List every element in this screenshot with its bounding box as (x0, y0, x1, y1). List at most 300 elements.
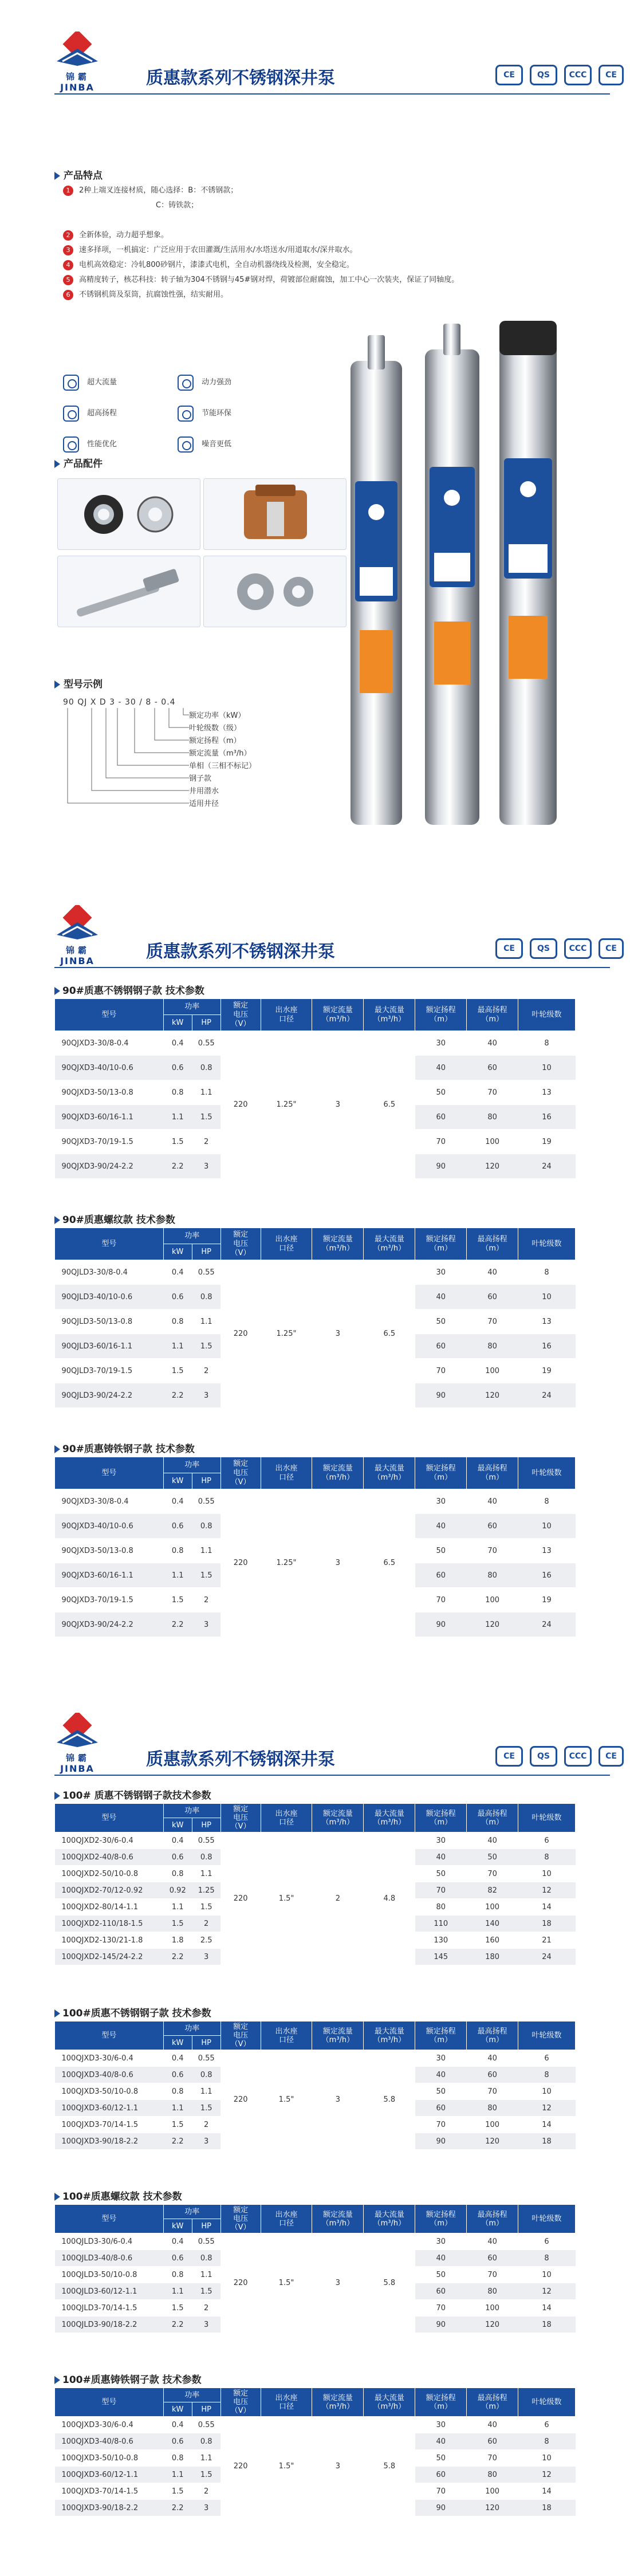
col-voltage: 额定 电压 （V） (220, 1457, 261, 1489)
cell-model: 100QJXD3-50/10-0.8 (55, 2450, 164, 2467)
col-max-flow: 最大流量 （m³/h） (364, 2205, 415, 2233)
cell-rated-head: 50 (415, 2267, 467, 2283)
cell-model: 90QJLD3-50/13-0.8 (55, 1309, 164, 1334)
col-rated-flow: 额定流量 （m³/h） (312, 2205, 364, 2233)
col-rated-flow: 额定流量 （m³/h） (312, 1457, 364, 1489)
cell-rated-head: 90 (415, 2133, 467, 2150)
cell-stages: 10 (518, 2450, 576, 2467)
cell-kw: 1.5 (163, 1916, 192, 1932)
cell-max-head: 60 (467, 1056, 518, 1080)
cell-max-head: 120 (467, 1613, 518, 1637)
cell-rated-head: 60 (415, 2467, 467, 2483)
performance-icon (63, 436, 79, 453)
cell-model: 100QJXD3-90/18-2.2 (55, 2133, 164, 2150)
cell-stages: 8 (518, 1489, 576, 1514)
col-max-head: 最高扬程 （m） (467, 2022, 518, 2050)
col-max-flow: 最大流量 （m³/h） (364, 1457, 415, 1489)
cell-hp: 0.55 (192, 1832, 220, 1849)
cell-max-head: 100 (467, 1588, 518, 1613)
cell-stages: 14 (518, 1899, 576, 1916)
cell-rated-head: 40 (415, 2250, 467, 2267)
icon-item-power: 动力强劲 (178, 372, 269, 393)
cell-rated-head: 30 (415, 1489, 467, 1514)
spec-section-90 (0, 871, 630, 1678)
cell-max-head: 80 (467, 2467, 518, 2483)
model-example-heading: 型号示例 (54, 676, 103, 690)
cell-kw: 0.6 (163, 2433, 192, 2450)
col-hp: HP (192, 1015, 220, 1031)
table-heading: 100#质惠铸铁钢子款 技术参数 (54, 2372, 202, 2386)
cell-rated-flow: 3 (312, 1031, 364, 1179)
bearing-icon (204, 556, 346, 627)
cell-kw: 0.4 (163, 1489, 192, 1514)
cell-max-flow: 5.8 (364, 2050, 415, 2150)
col-max-flow: 最大流量 （m³/h） (364, 2388, 415, 2417)
cert-ccc-badge: CCC (564, 65, 592, 85)
cell-stages: 12 (518, 2467, 576, 2483)
cell-stages: 14 (518, 2483, 576, 2500)
cell-hp: 0.8 (192, 2433, 220, 2450)
col-power: 功率 (163, 1228, 220, 1244)
cell-kw: 1.5 (163, 2300, 192, 2317)
spec-table (54, 2021, 576, 2150)
cell-hp: 0.55 (192, 1260, 220, 1285)
model-desc-3: 额定扬程（m） (189, 737, 241, 745)
col-stages: 叶轮级数 (518, 999, 576, 1031)
cell-kw: 2.2 (163, 2133, 192, 2150)
icon-item-performance: 性能优化 (63, 434, 155, 455)
cell-rated-head: 145 (415, 1949, 467, 1965)
cell-voltage: 220 (220, 1031, 261, 1179)
cell-model: 90QJXD3-70/19-1.5 (55, 1588, 164, 1613)
cell-stages: 12 (518, 1882, 576, 1899)
cell-rated-head: 40 (415, 1056, 467, 1080)
accessory-seal-image (57, 478, 200, 550)
col-max-head: 最高扬程 （m） (467, 2388, 518, 2417)
col-model: 型号 (55, 1457, 164, 1489)
col-model: 型号 (55, 999, 164, 1031)
col-max-flow: 最大流量 （m³/h） (364, 999, 415, 1031)
cell-hp: 1.25 (192, 1882, 220, 1899)
col-rated-flow: 额定流量 （m³/h） (312, 2022, 364, 2050)
table-row (55, 1260, 576, 1285)
cell-kw: 2.2 (163, 1154, 192, 1179)
cell-model: 100QJXD3-40/8-0.6 (55, 2067, 164, 2083)
page-title: 质惠款系列不锈钢深井泵 (146, 1749, 335, 1769)
cell-stages: 24 (518, 1154, 576, 1179)
cell-hp: 1.5 (192, 1899, 220, 1916)
table-row (55, 1832, 576, 1849)
accessories-heading: 产品配件 (54, 455, 103, 470)
cell-rated-head: 60 (415, 1105, 467, 1130)
cell-kw: 1.1 (163, 2467, 192, 2483)
cell-hp: 0.55 (192, 1031, 220, 1056)
col-outlet: 出水座 口径 (261, 2388, 312, 2417)
cell-hp: 1.5 (192, 1563, 220, 1588)
cell-stages: 8 (518, 2067, 576, 2083)
cell-stages: 14 (518, 2300, 576, 2317)
spec-table (54, 2204, 576, 2333)
cell-rated-head: 130 (415, 1932, 467, 1949)
cell-max-head: 40 (467, 1031, 518, 1056)
cell-model: 90QJXD3-60/16-1.1 (55, 1563, 164, 1588)
cell-hp: 3 (192, 2500, 220, 2516)
cell-rated-head: 30 (415, 1832, 467, 1849)
model-desc-2: 叶轮级数（级） (189, 724, 242, 733)
col-rated-head: 额定扬程 （m） (415, 1457, 467, 1489)
cell-model: 100QJLD3-30/6-0.4 (55, 2233, 164, 2250)
col-voltage: 额定 电压 （V） (220, 2022, 261, 2050)
cert-ce-badge: CE (495, 1746, 523, 1767)
cell-stages: 18 (518, 1916, 576, 1932)
cell-stages: 6 (518, 2233, 576, 2250)
cell-max-head: 70 (467, 1539, 518, 1563)
cell-outlet: 1.5" (261, 1832, 312, 1965)
table-row (55, 1031, 576, 1056)
table-row (55, 2233, 576, 2250)
model-desc-6: 钢子款 (189, 774, 212, 783)
triangle-icon (54, 1792, 60, 1800)
cell-hp: 0.55 (192, 1489, 220, 1514)
cell-model: 100QJLD3-70/14-1.5 (55, 2300, 164, 2317)
cert-ce-badge: CE (495, 938, 523, 959)
cell-outlet: 1.25" (261, 1260, 312, 1408)
cell-kw: 0.6 (163, 2250, 192, 2267)
cell-model: 90QJXD3-70/19-1.5 (55, 1130, 164, 1154)
col-hp: HP (192, 2036, 220, 2050)
brand-name-cn: 锦霸 (65, 1753, 90, 1763)
cell-max-head: 70 (467, 2267, 518, 2283)
feature-item-2: 2 全新体验，动力超乎想象。 (63, 228, 459, 243)
feature-item-1: 1 2种上端叉连接材质，随心选择：B：不锈钢款； (63, 183, 459, 198)
cell-hp: 2.5 (192, 1932, 220, 1949)
cert-qs-badge: QS (530, 1746, 557, 1767)
cell-model: 100QJXD2-70/12-0.92 (55, 1882, 164, 1899)
col-max-flow: 最大流量 （m³/h） (364, 2022, 415, 2050)
cell-rated-flow: 3 (312, 1489, 364, 1637)
cell-rated-head: 50 (415, 2083, 467, 2100)
icon-item-eco: 节能环保 (178, 403, 269, 424)
cell-rated-head: 50 (415, 1080, 467, 1105)
col-rated-flow: 额定流量 （m³/h） (312, 999, 364, 1031)
cell-max-head: 80 (467, 2100, 518, 2117)
cell-stages: 8 (518, 1031, 576, 1056)
cell-model: 90QJXD3-40/10-0.6 (55, 1056, 164, 1080)
page-header (54, 905, 617, 968)
cert-qs-badge: QS (530, 65, 557, 85)
cell-model: 100QJXD3-30/6-0.4 (55, 2050, 164, 2067)
spec-table (54, 1803, 576, 1965)
cell-hp: 1.1 (192, 2267, 220, 2283)
cell-max-flow: 6.5 (364, 1489, 415, 1637)
table-heading: 100# 质惠不锈钢钢子款技术参数 (54, 1787, 211, 1802)
page-title: 质惠款系列不锈钢深井泵 (146, 942, 335, 962)
icon-item-head: 超高扬程 (63, 403, 155, 424)
cell-hp: 3 (192, 2133, 220, 2150)
cell-kw: 1.8 (163, 1932, 192, 1949)
cell-kw: 0.92 (163, 1882, 192, 1899)
col-outlet: 出水座 口径 (261, 2022, 312, 2050)
cell-rated-head: 90 (415, 1613, 467, 1637)
cell-hp: 1.5 (192, 1334, 220, 1359)
spec-table (54, 2388, 576, 2516)
col-stages: 叶轮级数 (518, 2205, 576, 2233)
triangle-icon (54, 987, 60, 995)
eco-icon (178, 406, 194, 422)
cell-stages: 13 (518, 1309, 576, 1334)
cell-max-head: 80 (467, 1105, 518, 1130)
cell-kw: 2.2 (163, 2317, 192, 2333)
cell-model: 100QJXD3-70/14-1.5 (55, 2117, 164, 2133)
cell-stages: 10 (518, 2083, 576, 2100)
cell-model: 100QJLD3-60/12-1.1 (55, 2283, 164, 2300)
cell-stages: 24 (518, 1949, 576, 1965)
cell-max-head: 180 (467, 1949, 518, 1965)
cell-kw: 0.8 (163, 1309, 192, 1334)
cell-max-head: 70 (467, 1080, 518, 1105)
col-power: 功率 (163, 1804, 220, 1818)
cell-max-head: 60 (467, 2067, 518, 2083)
brand-name-en: JINBA (60, 955, 94, 966)
cell-max-head: 100 (467, 1359, 518, 1383)
header-divider (54, 967, 610, 968)
cell-rated-flow: 2 (312, 1832, 364, 1965)
cert-qs-badge: QS (530, 938, 557, 959)
model-desc-7: 井用潜水 (189, 787, 219, 796)
cell-max-head: 80 (467, 1563, 518, 1588)
col-stages: 叶轮级数 (518, 2388, 576, 2417)
header-divider (54, 1775, 610, 1776)
col-kw: kW (163, 1473, 192, 1489)
model-desc-1: 额定功率（kW） (189, 711, 246, 720)
cell-rated-head: 50 (415, 1866, 467, 1882)
spec-table (54, 1457, 576, 1637)
cell-model: 90QJXD3-50/13-0.8 (55, 1080, 164, 1105)
cell-rated-head: 80 (415, 1899, 467, 1916)
col-rated-flow: 额定流量 （m³/h） (312, 1228, 364, 1260)
accessory-shaft-image (57, 556, 200, 627)
cell-model: 90QJXD3-40/10-0.6 (55, 1514, 164, 1539)
cell-max-head: 120 (467, 2133, 518, 2150)
cell-stages: 10 (518, 1866, 576, 1882)
brand-name-cn: 锦霸 (65, 945, 90, 955)
cell-max-head: 60 (467, 1514, 518, 1539)
feature-item-4: 4 电机高效稳定：冷轧800砂钢片，漆漆式电机，全自动机器绕线及检测，安全稳定。 (63, 258, 459, 273)
cert-ce2-badge: CE (598, 65, 624, 85)
cell-stages: 19 (518, 1588, 576, 1613)
cell-stages: 18 (518, 2500, 576, 2516)
cell-model: 100QJXD3-60/12-1.1 (55, 2467, 164, 2483)
cell-max-head: 140 (467, 1916, 518, 1932)
feature-list (63, 183, 459, 302)
spec-section-100 (0, 1678, 630, 2576)
model-desc-8: 适用井径 (189, 800, 219, 808)
cell-stages: 21 (518, 1932, 576, 1949)
col-stages: 叶轮级数 (518, 1804, 576, 1832)
product-intro-section (0, 0, 630, 859)
cell-max-head: 60 (467, 1285, 518, 1309)
col-outlet: 出水座 口径 (261, 999, 312, 1031)
cell-model: 90QJXD3-90/24-2.2 (55, 1613, 164, 1637)
rotor-shaft-icon (58, 556, 200, 627)
cell-hp: 3 (192, 2317, 220, 2333)
triangle-icon (54, 2009, 60, 2017)
cell-model: 100QJXD2-130/21-1.8 (55, 1932, 164, 1949)
cell-kw: 0.8 (163, 2083, 192, 2100)
cell-hp: 1.5 (192, 1105, 220, 1130)
cell-kw: 0.8 (163, 2267, 192, 2283)
brand-logo (54, 1713, 100, 1776)
cert-ccc-badge: CCC (564, 938, 592, 959)
cell-max-head: 100 (467, 1899, 518, 1916)
cell-rated-head: 30 (415, 1031, 467, 1056)
cell-kw: 1.1 (163, 1105, 192, 1130)
cell-max-head: 40 (467, 2233, 518, 2250)
cell-hp: 1.1 (192, 1866, 220, 1882)
col-model: 型号 (55, 1804, 164, 1832)
cell-kw: 0.4 (163, 1260, 192, 1285)
cell-model: 90QJXD3-30/8-0.4 (55, 1031, 164, 1056)
col-hp: HP (192, 2219, 220, 2233)
cell-max-head: 120 (467, 1383, 518, 1408)
col-max-head: 最高扬程 （m） (467, 1457, 518, 1489)
cell-kw: 1.5 (163, 1359, 192, 1383)
cell-rated-head: 50 (415, 1309, 467, 1334)
cell-stages: 18 (518, 2317, 576, 2333)
cell-stages: 16 (518, 1105, 576, 1130)
cell-max-head: 70 (467, 1309, 518, 1334)
cell-rated-head: 40 (415, 1514, 467, 1539)
cell-max-head: 100 (467, 2300, 518, 2317)
model-code: 90 QJ X D 3 - 30 / 8 - 0.4 (63, 698, 176, 707)
logo-icon (54, 1713, 100, 1751)
cell-voltage: 220 (220, 2233, 261, 2333)
cell-voltage: 220 (220, 1260, 261, 1408)
flow-icon (63, 375, 79, 391)
col-model: 型号 (55, 2388, 164, 2417)
cell-stages: 16 (518, 1334, 576, 1359)
cell-outlet: 1.5" (261, 2417, 312, 2516)
spec-table (54, 1228, 576, 1408)
triangle-icon (54, 2376, 60, 2384)
col-voltage: 额定 电压 （V） (220, 2205, 261, 2233)
table-heading: 90#质惠不锈钢钢子款 技术参数 (54, 982, 204, 997)
cell-max-head: 120 (467, 1154, 518, 1179)
cell-max-head: 50 (467, 1849, 518, 1866)
cell-outlet: 1.25" (261, 1489, 312, 1637)
icon-item-noise: 噪音更低 (178, 434, 269, 455)
model-code-lines (63, 708, 195, 828)
col-power: 功率 (163, 2205, 220, 2219)
col-max-head: 最高扬程 （m） (467, 1228, 518, 1260)
cell-model: 100QJXD3-60/12-1.1 (55, 2100, 164, 2117)
cell-rated-head: 70 (415, 1130, 467, 1154)
cell-kw: 0.6 (163, 1285, 192, 1309)
cell-stages: 18 (518, 2133, 576, 2150)
cell-kw: 2.2 (163, 1613, 192, 1637)
cell-model: 100QJXD3-30/6-0.4 (55, 2417, 164, 2433)
cell-stages: 6 (518, 2050, 576, 2067)
cell-model: 100QJXD3-40/8-0.6 (55, 2433, 164, 2450)
cell-model: 100QJXD2-145/24-2.2 (55, 1949, 164, 1965)
col-kw: kW (163, 1818, 192, 1832)
triangle-icon (54, 1445, 60, 1453)
cell-hp: 1.5 (192, 2467, 220, 2483)
cell-hp: 3 (192, 1613, 220, 1637)
cell-kw: 1.1 (163, 1563, 192, 1588)
col-model: 型号 (55, 1228, 164, 1260)
cell-max-head: 82 (467, 1882, 518, 1899)
cell-kw: 1.5 (163, 2483, 192, 2500)
col-power: 功率 (163, 2022, 220, 2036)
table-heading: 100#质惠螺纹款 技术参数 (54, 2188, 182, 2203)
col-hp: HP (192, 1818, 220, 1832)
spec-table (54, 998, 576, 1179)
table-row (55, 1489, 576, 1514)
cell-hp: 2 (192, 1588, 220, 1613)
col-kw: kW (163, 2219, 192, 2233)
cell-rated-head: 90 (415, 2317, 467, 2333)
cell-stages: 24 (518, 1613, 576, 1637)
power-icon (178, 375, 194, 391)
cell-rated-head: 30 (415, 2233, 467, 2250)
cell-model: 100QJXD2-80/14-1.1 (55, 1899, 164, 1916)
cert-ce2-badge: CE (598, 1746, 624, 1767)
col-hp: HP (192, 2402, 220, 2417)
cell-hp: 0.8 (192, 2067, 220, 2083)
model-desc-5: 单相（三相不标记） (189, 762, 257, 770)
cell-max-head: 70 (467, 2083, 518, 2100)
table-row (55, 2050, 576, 2067)
cell-model: 100QJLD3-90/18-2.2 (55, 2317, 164, 2333)
cell-kw: 0.4 (163, 2050, 192, 2067)
brand-name-cn: 锦霸 (65, 72, 90, 82)
col-stages: 叶轮级数 (518, 1457, 576, 1489)
feature-item-1-sub: C：铸铁款； (156, 201, 199, 210)
cell-outlet: 1.5" (261, 2233, 312, 2333)
cell-kw: 0.8 (163, 1866, 192, 1882)
cell-hp: 1.1 (192, 1080, 220, 1105)
cell-rated-head: 70 (415, 1588, 467, 1613)
cell-model: 90QJLD3-70/19-1.5 (55, 1359, 164, 1383)
cell-outlet: 1.25" (261, 1031, 312, 1179)
cell-model: 100QJXD2-30/6-0.4 (55, 1832, 164, 1849)
triangle-icon (54, 460, 60, 468)
cell-model: 100QJXD2-110/18-1.5 (55, 1916, 164, 1932)
col-rated-flow: 额定流量 （m³/h） (312, 2388, 364, 2417)
logo-icon (54, 32, 100, 69)
triangle-icon (54, 172, 60, 180)
col-voltage: 额定 电压 （V） (220, 1228, 261, 1260)
col-hp: HP (192, 1244, 220, 1260)
table-heading: 90#质惠螺纹款 技术参数 (54, 1212, 175, 1226)
cell-stages: 8 (518, 2433, 576, 2450)
cell-hp: 1.5 (192, 2100, 220, 2117)
cell-stages: 24 (518, 1383, 576, 1408)
cell-rated-head: 70 (415, 1882, 467, 1899)
cell-kw: 0.6 (163, 1514, 192, 1539)
cell-kw: 0.4 (163, 1031, 192, 1056)
cell-stages: 8 (518, 2250, 576, 2267)
cell-hp: 2 (192, 1359, 220, 1383)
table-row (55, 2417, 576, 2433)
cell-rated-head: 50 (415, 2450, 467, 2467)
cell-rated-head: 60 (415, 2100, 467, 2117)
cell-hp: 2 (192, 2300, 220, 2317)
cell-model: 90QJLD3-60/16-1.1 (55, 1334, 164, 1359)
cell-model: 100QJXD3-70/14-1.5 (55, 2483, 164, 2500)
col-max-head: 最高扬程 （m） (467, 1804, 518, 1832)
